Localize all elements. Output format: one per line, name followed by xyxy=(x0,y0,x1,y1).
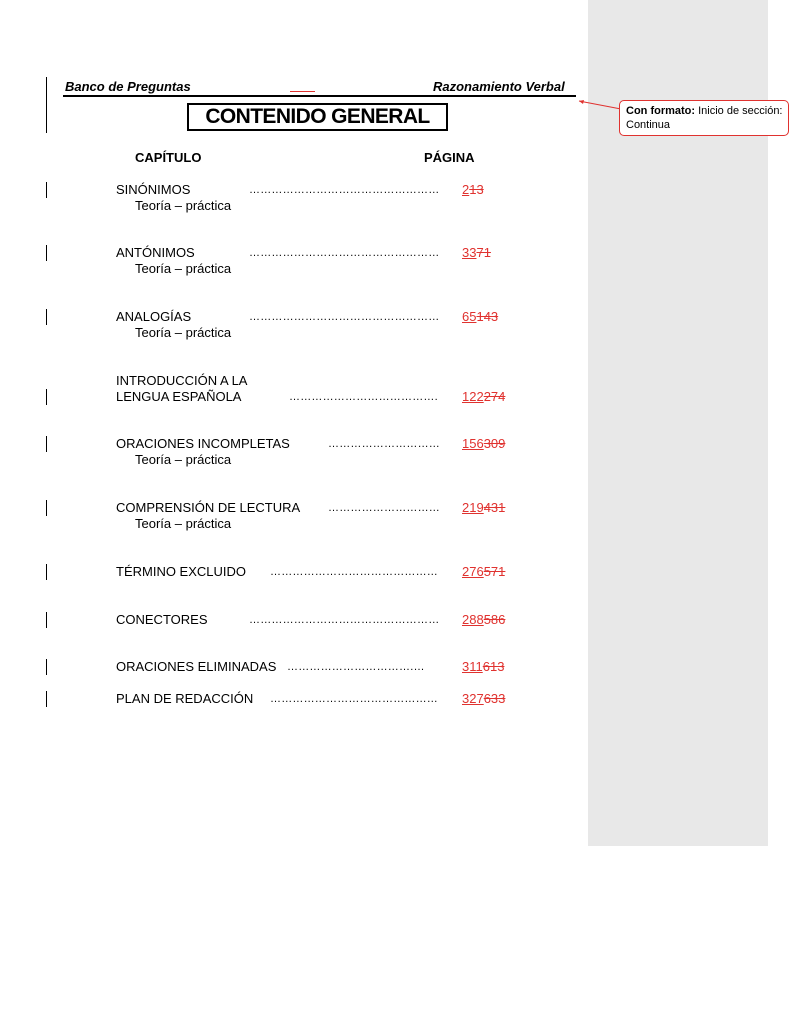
toc-entry-subtitle: Teoría – práctica xyxy=(135,516,232,531)
toc-entry-title: ORACIONES ELIMINADAS xyxy=(116,659,277,674)
page-deleted: 13 xyxy=(469,182,484,197)
toc-leader-dots: …………………………………………… xyxy=(249,311,440,323)
toc-entry-title-line2: LENGUA ESPAÑOLA xyxy=(116,389,242,404)
page-inserted: 65 xyxy=(462,309,477,324)
page-title-text: CONTENIDO GENERAL xyxy=(205,105,430,128)
page-inserted: 276 xyxy=(462,564,484,579)
comment-text: Inicio de sección: xyxy=(698,105,783,117)
toc-page-number xyxy=(462,309,498,324)
page-deleted: 143 xyxy=(476,309,499,324)
toc-page-number xyxy=(462,500,505,515)
change-bar xyxy=(46,77,47,133)
toc-leader-dots: ………………………… xyxy=(328,438,440,450)
toc-entry-subtitle: Teoría – práctica xyxy=(135,261,232,276)
page-deleted: 586 xyxy=(483,612,506,627)
change-bar xyxy=(46,500,47,516)
toc-entry-title: PLAN DE REDACCIÓN xyxy=(116,691,254,706)
toc-entry-subtitle: Teoría – práctica xyxy=(135,325,232,340)
toc-leader-dots: …………………………………………… xyxy=(249,247,440,259)
toc-leader-dots: …………………………………. xyxy=(289,391,438,403)
toc-entry-title: CONECTORES xyxy=(116,612,208,627)
toc-leader-dots: …………………………………………… xyxy=(249,614,440,626)
toc-page-number xyxy=(462,182,484,197)
change-bar xyxy=(46,659,47,675)
page-inserted: 2 xyxy=(462,182,470,197)
toc-page-number xyxy=(462,564,505,579)
toc-page-number xyxy=(462,612,505,627)
toc-leader-dots: ……………………………………… xyxy=(270,566,438,578)
change-bar xyxy=(46,389,47,405)
column-header-page: PÁGINA xyxy=(424,150,475,165)
page-inserted: 219 xyxy=(462,500,484,515)
comment-connector xyxy=(579,99,621,111)
header-left: Banco de Preguntas xyxy=(65,79,191,94)
change-bar xyxy=(46,564,47,580)
page-deleted: 613 xyxy=(482,659,505,674)
page-inserted: 33 xyxy=(462,245,477,260)
page-title xyxy=(187,103,448,131)
page-deleted: 571 xyxy=(483,564,506,579)
toc-leader-dots: …………………………….… xyxy=(287,661,425,673)
comment-line2: Continua xyxy=(626,119,671,131)
toc-entry-subtitle: Teoría – práctica xyxy=(135,198,232,213)
page-deleted: 274 xyxy=(483,389,506,404)
toc-entry-title: ANTÓNIMOS xyxy=(116,245,195,260)
toc-entry-title: ANALOGÍAS xyxy=(116,309,192,324)
change-bar xyxy=(46,245,47,261)
toc-page-number xyxy=(462,691,505,706)
change-bar xyxy=(46,612,47,628)
change-bar xyxy=(46,436,47,452)
change-bar xyxy=(46,691,47,707)
page-inserted: 327 xyxy=(462,691,484,706)
toc-leader-dots: …………………………………………… xyxy=(249,184,440,196)
toc-entry-title: SINÓNIMOS xyxy=(116,182,191,197)
page-inserted: 311 xyxy=(462,659,483,674)
toc-leader-dots: ………………………… xyxy=(328,502,440,514)
toc-leader-dots: ……………………………………… xyxy=(270,693,438,705)
header-tab-marker xyxy=(290,91,315,92)
toc-entry-title: COMPRENSIÓN DE LECTURA xyxy=(116,500,301,515)
page-inserted: 156 xyxy=(462,436,484,451)
toc-page-number xyxy=(462,245,491,260)
page-deleted: 431 xyxy=(483,500,506,515)
page-inserted: 288 xyxy=(462,612,484,627)
toc-page-number xyxy=(462,659,504,674)
comment-balloon[interactable] xyxy=(619,100,789,136)
column-header-chapter: CAPÍTULO xyxy=(135,150,202,165)
change-bar xyxy=(46,309,47,325)
change-bar xyxy=(46,182,47,198)
comment-label: Con formato: xyxy=(626,105,696,117)
header-right: Razonamiento Verbal xyxy=(433,79,565,94)
header-rule xyxy=(63,95,576,97)
page-deleted: 633 xyxy=(483,691,506,706)
page-deleted: 309 xyxy=(483,436,506,451)
toc-entry-title: INTRODUCCIÓN A LA xyxy=(116,373,248,388)
toc-page-number xyxy=(462,436,505,451)
toc-entry-subtitle: Teoría – práctica xyxy=(135,452,232,467)
toc-entry-title: ORACIONES INCOMPLETAS xyxy=(116,436,290,451)
page-inserted: 122 xyxy=(462,389,484,404)
toc-page-number xyxy=(462,389,505,404)
toc-entry-title: TÉRMINO EXCLUIDO xyxy=(116,564,247,579)
page-deleted: 71 xyxy=(476,245,491,260)
